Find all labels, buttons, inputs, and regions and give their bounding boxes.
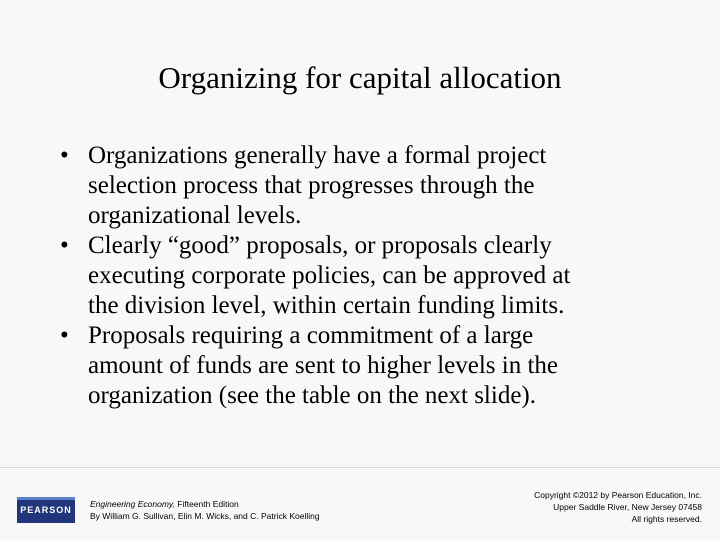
bullet-line: the division level, within certain funding limits. bbox=[88, 292, 565, 319]
book-authors: By William G. Sullivan, Elin M. Wicks, and C. Patrick Koelling bbox=[90, 511, 320, 521]
bullet-mark: • bbox=[60, 142, 69, 169]
logo-text: PEARSON bbox=[20, 505, 72, 515]
bullet-line: Organizations generally have a formal project bbox=[88, 142, 547, 169]
bullet-text bbox=[88, 231, 680, 321]
bullet-text bbox=[88, 321, 680, 411]
copyright-line: All rights reserved. bbox=[631, 514, 702, 524]
book-title: Engineering Economy, bbox=[90, 499, 175, 509]
bullet-text bbox=[88, 141, 680, 231]
book-title-line bbox=[90, 498, 320, 510]
book-edition: Fifteenth Edition bbox=[174, 499, 239, 509]
bullet-item bbox=[60, 321, 680, 411]
bullet-line: amount of funds are sent to higher levels in the bbox=[88, 352, 559, 379]
logo-accent-bar bbox=[17, 497, 75, 500]
bullet-line: organization (see the table on the next slide). bbox=[88, 382, 536, 409]
copyright-notice bbox=[534, 489, 702, 525]
bullet-item bbox=[60, 141, 680, 231]
footer-divider bbox=[0, 467, 720, 468]
bullet-mark: • bbox=[60, 322, 69, 349]
pearson-logo bbox=[17, 497, 75, 523]
bullet-list bbox=[60, 141, 680, 411]
bullet-line: Proposals requiring a commitment of a large bbox=[88, 322, 534, 349]
copyright-line: Copyright ©2012 by Pearson Education, Inc. bbox=[534, 490, 702, 500]
bullet-line: selection process that progresses through the bbox=[88, 172, 535, 199]
bullet-line: Clearly “good” proposals, or proposals clearly bbox=[88, 232, 552, 259]
bullet-mark: • bbox=[60, 232, 69, 259]
bullet-line: executing corporate policies, can be approved at bbox=[88, 262, 571, 289]
copyright-line: Upper Saddle River, New Jersey 07458 bbox=[553, 502, 702, 512]
bullet-item bbox=[60, 231, 680, 321]
slide-title: Organizing for capital allocation bbox=[158, 60, 562, 95]
book-reference bbox=[90, 498, 320, 522]
bullet-line: organizational levels. bbox=[88, 202, 302, 229]
